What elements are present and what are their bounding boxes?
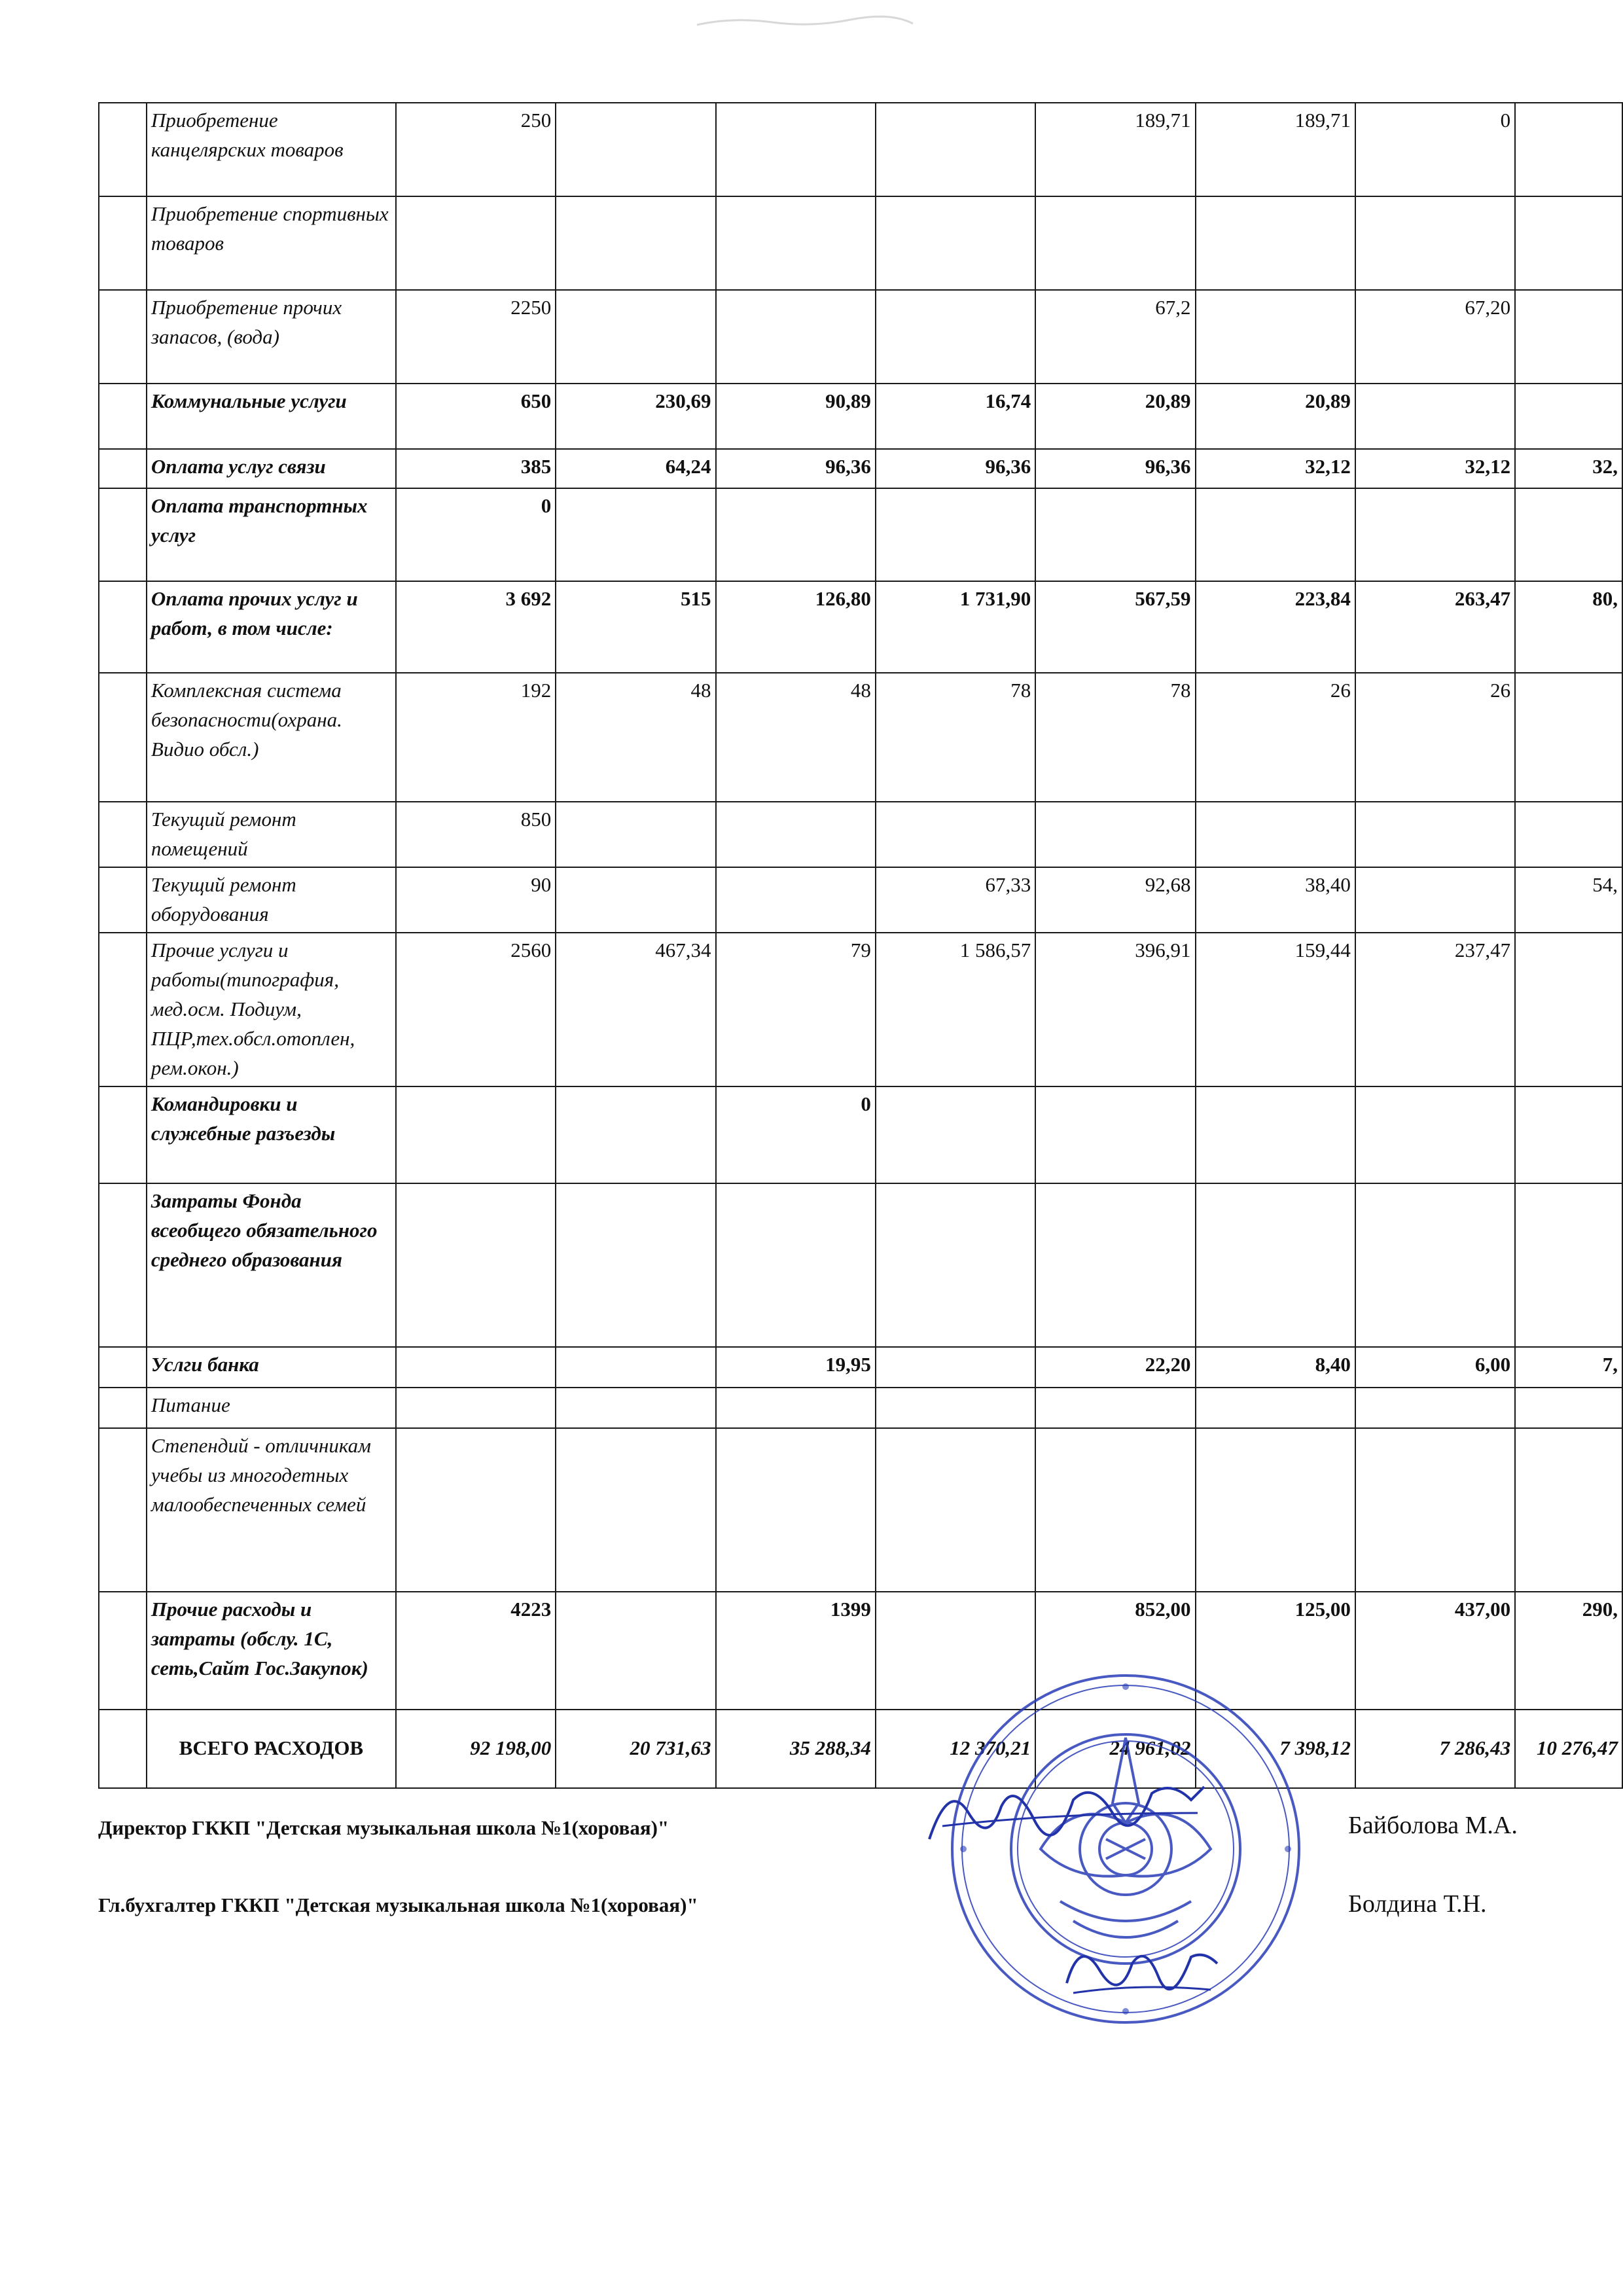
value-cell (1035, 1388, 1195, 1428)
table-row (99, 384, 1622, 449)
value-cell: 48 (556, 673, 715, 802)
value-cell (876, 1086, 1035, 1183)
value-cell (1196, 290, 1355, 384)
value-cell (1515, 488, 1622, 581)
value-cell (1196, 1183, 1355, 1347)
value-cell (396, 1388, 556, 1428)
value-cell (556, 1428, 715, 1592)
value-cell: 290, (1515, 1592, 1622, 1710)
value-cell (1035, 1086, 1195, 1183)
table-row (99, 1086, 1622, 1183)
value-cell (1355, 1388, 1515, 1428)
row-number-cell (99, 1428, 147, 1592)
value-cell (556, 802, 715, 867)
row-number-cell (99, 673, 147, 802)
row-number-cell (99, 1347, 147, 1388)
value-cell (876, 1347, 1035, 1388)
value-cell (1035, 1183, 1195, 1347)
row-name-cell: Приобретение прочих запасов, (вода) (147, 290, 396, 384)
value-cell (1355, 867, 1515, 933)
value-cell: 237,47 (1355, 933, 1515, 1086)
value-cell: 189,71 (1035, 103, 1195, 196)
value-cell (876, 802, 1035, 867)
value-cell (556, 196, 715, 290)
value-cell: 250 (396, 103, 556, 196)
value-cell (1355, 1428, 1515, 1592)
value-cell: 2560 (396, 933, 556, 1086)
value-cell (396, 1183, 556, 1347)
expense-table (98, 102, 1623, 1789)
row-number-cell (99, 1592, 147, 1710)
director-role: Директор ГККП "Детская музыкальная школа №1(хоровая)" (98, 1816, 669, 1839)
row-name-cell: Текущий ремонт оборудования (147, 867, 396, 933)
table-row (99, 673, 1622, 802)
value-cell (876, 103, 1035, 196)
total-value-cell: 92 198,00 (396, 1710, 556, 1788)
value-cell (876, 196, 1035, 290)
value-cell (1355, 1183, 1515, 1347)
value-cell: 650 (396, 384, 556, 449)
value-cell (556, 488, 715, 581)
value-cell (1355, 802, 1515, 867)
director-name: Байболова М.А. (1348, 1812, 1518, 1839)
row-number-cell (99, 488, 147, 581)
value-cell: 3 692 (396, 581, 556, 673)
value-cell: 67,2 (1035, 290, 1195, 384)
value-cell: 437,00 (1355, 1592, 1515, 1710)
table-row (99, 802, 1622, 867)
total-row (99, 1710, 1622, 1788)
value-cell (1355, 1086, 1515, 1183)
value-cell: 96,36 (716, 449, 876, 488)
signature-block (98, 1812, 1623, 1973)
total-value-cell: 7 398,12 (1196, 1710, 1355, 1788)
value-cell (1515, 290, 1622, 384)
value-cell: 20,89 (1035, 384, 1195, 449)
value-cell (396, 1428, 556, 1592)
value-cell: 126,80 (716, 581, 876, 673)
row-number-cell (99, 196, 147, 290)
value-cell (1196, 1086, 1355, 1183)
row-number-cell (99, 867, 147, 933)
value-cell: 20,89 (1196, 384, 1355, 449)
value-cell (1196, 1428, 1355, 1592)
value-cell: 54, (1515, 867, 1622, 933)
value-cell: 6,00 (1355, 1347, 1515, 1388)
value-cell: 19,95 (716, 1347, 876, 1388)
value-cell (556, 103, 715, 196)
scan-artifact (694, 12, 916, 31)
row-name-cell: Оплата транспортных услуг (147, 488, 396, 581)
value-cell (556, 1183, 715, 1347)
value-cell (556, 290, 715, 384)
value-cell: 32,12 (1355, 449, 1515, 488)
row-name-cell: Услги банка (147, 1347, 396, 1388)
total-value-cell: 7 286,43 (1355, 1710, 1515, 1788)
row-number-cell (99, 1388, 147, 1428)
value-cell: 8,40 (1196, 1347, 1355, 1388)
value-cell (556, 1388, 715, 1428)
total-value-cell: 10 276,47 (1515, 1710, 1622, 1788)
total-value-cell: 20 731,63 (556, 1710, 715, 1788)
row-name-cell: Степендий - отличникам учебы из многодетных малообеспеченных семей (147, 1428, 396, 1592)
value-cell: 396,91 (1035, 933, 1195, 1086)
value-cell (556, 1086, 715, 1183)
row-number-cell (99, 581, 147, 673)
table-row (99, 196, 1622, 290)
row-name-cell: Оплата прочих услуг и работ, в том числе: (147, 581, 396, 673)
value-cell (1035, 1428, 1195, 1592)
table-row (99, 1347, 1622, 1388)
row-number-cell (99, 933, 147, 1086)
value-cell: 32, (1515, 449, 1622, 488)
value-cell (396, 196, 556, 290)
total-value-cell: 35 288,34 (716, 1710, 876, 1788)
value-cell (1035, 196, 1195, 290)
value-cell: 64,24 (556, 449, 715, 488)
value-cell: 4223 (396, 1592, 556, 1710)
value-cell (396, 1086, 556, 1183)
value-cell (396, 1347, 556, 1388)
value-cell (1196, 196, 1355, 290)
row-name-cell: Коммунальные услуги (147, 384, 396, 449)
value-cell: 48 (716, 673, 876, 802)
value-cell: 159,44 (1196, 933, 1355, 1086)
value-cell: 78 (876, 673, 1035, 802)
accountant-name: Болдина Т.Н. (1348, 1890, 1487, 1918)
value-cell (1196, 1388, 1355, 1428)
value-cell (1196, 488, 1355, 581)
value-cell (1515, 933, 1622, 1086)
value-cell (1515, 1086, 1622, 1183)
value-cell: 67,20 (1355, 290, 1515, 384)
value-cell: 0 (1355, 103, 1515, 196)
value-cell (716, 1183, 876, 1347)
value-cell (716, 802, 876, 867)
value-cell (1515, 103, 1622, 196)
value-cell (716, 196, 876, 290)
value-cell: 7, (1515, 1347, 1622, 1388)
row-name-cell: Текущий ремонт помещений (147, 802, 396, 867)
value-cell (556, 1592, 715, 1710)
table-row (99, 103, 1622, 196)
value-cell: 1 586,57 (876, 933, 1035, 1086)
row-number-cell (99, 103, 147, 196)
value-cell: 38,40 (1196, 867, 1355, 933)
row-number-cell (99, 1183, 147, 1347)
value-cell (876, 488, 1035, 581)
value-cell: 16,74 (876, 384, 1035, 449)
value-cell: 0 (396, 488, 556, 581)
row-number-cell (99, 1086, 147, 1183)
value-cell (1515, 1388, 1622, 1428)
row-name-cell: Приобретение спортивных товаров (147, 196, 396, 290)
row-name-cell: Оплата услуг связи (147, 449, 396, 488)
row-name-cell: Командировки и служебные разъезды (147, 1086, 396, 1183)
value-cell: 22,20 (1035, 1347, 1195, 1388)
value-cell: 850 (396, 802, 556, 867)
value-cell: 223,84 (1196, 581, 1355, 673)
accountant-role: Гл.бухгалтер ГККП "Детская музыкальная школа №1(хоровая)" (98, 1893, 698, 1916)
value-cell (1035, 802, 1195, 867)
table-row (99, 290, 1622, 384)
value-cell: 263,47 (1355, 581, 1515, 673)
row-name-cell: Питание (147, 1388, 396, 1428)
value-cell: 26 (1355, 673, 1515, 802)
value-cell (876, 1428, 1035, 1592)
value-cell: 78 (1035, 673, 1195, 802)
value-cell: 79 (716, 933, 876, 1086)
value-cell (716, 1388, 876, 1428)
total-value-cell: 12 370,21 (876, 1710, 1035, 1788)
value-cell: 0 (716, 1086, 876, 1183)
row-name-cell: Прочие услуги и работы(типография, мед.осм. Подиум, ПЦР,тех.обсл.отоплен, рем.окон.) (147, 933, 396, 1086)
value-cell (1355, 384, 1515, 449)
row-number-cell (99, 384, 147, 449)
row-number-cell (99, 290, 147, 384)
value-cell (1515, 1428, 1622, 1592)
value-cell: 32,12 (1196, 449, 1355, 488)
value-cell: 189,71 (1196, 103, 1355, 196)
value-cell (1515, 802, 1622, 867)
table-row (99, 488, 1622, 581)
value-cell (1355, 488, 1515, 581)
table-row (99, 1428, 1622, 1592)
value-cell: 125,00 (1196, 1592, 1355, 1710)
value-cell: 230,69 (556, 384, 715, 449)
row-name-cell: Приобретение канцелярских товаров (147, 103, 396, 196)
value-cell (556, 867, 715, 933)
value-cell: 90,89 (716, 384, 876, 449)
value-cell: 92,68 (1035, 867, 1195, 933)
value-cell (876, 1388, 1035, 1428)
value-cell: 96,36 (876, 449, 1035, 488)
value-cell: 515 (556, 581, 715, 673)
value-cell (1515, 196, 1622, 290)
value-cell (1515, 673, 1622, 802)
value-cell (716, 867, 876, 933)
value-cell: 192 (396, 673, 556, 802)
value-cell: 67,33 (876, 867, 1035, 933)
table-row (99, 933, 1622, 1086)
value-cell: 567,59 (1035, 581, 1195, 673)
row-number-cell (99, 449, 147, 488)
value-cell (1196, 802, 1355, 867)
value-cell: 1 731,90 (876, 581, 1035, 673)
table-row (99, 1592, 1622, 1710)
total-label-cell: ВСЕГО РАСХОДОВ (147, 1710, 396, 1788)
row-name-cell: Комплексная система безопасности(охрана. Видио обсл.) (147, 673, 396, 802)
value-cell: 90 (396, 867, 556, 933)
value-cell: 26 (1196, 673, 1355, 802)
value-cell (716, 488, 876, 581)
row-number-cell (99, 1710, 147, 1788)
value-cell (1035, 488, 1195, 581)
total-value-cell: 24 961,02 (1035, 1710, 1195, 1788)
table-row (99, 1183, 1622, 1347)
value-cell (1515, 384, 1622, 449)
table-row (99, 867, 1622, 933)
table-row (99, 449, 1622, 488)
value-cell (716, 1428, 876, 1592)
row-name-cell: Затраты Фонда всеобщего обязательного среднего образования (147, 1183, 396, 1347)
value-cell: 2250 (396, 290, 556, 384)
value-cell (1355, 196, 1515, 290)
value-cell (876, 1183, 1035, 1347)
value-cell (876, 290, 1035, 384)
value-cell: 385 (396, 449, 556, 488)
row-name-cell: Прочие расходы и затраты (обслу. 1С, сеть,Сайт Гос.Закупок) (147, 1592, 396, 1710)
value-cell (716, 103, 876, 196)
value-cell (1515, 1183, 1622, 1347)
value-cell (716, 290, 876, 384)
value-cell: 852,00 (1035, 1592, 1195, 1710)
value-cell: 1399 (716, 1592, 876, 1710)
table-row (99, 581, 1622, 673)
value-cell: 80, (1515, 581, 1622, 673)
value-cell (556, 1347, 715, 1388)
table-row (99, 1388, 1622, 1428)
value-cell: 96,36 (1035, 449, 1195, 488)
value-cell: 467,34 (556, 933, 715, 1086)
row-number-cell (99, 802, 147, 867)
